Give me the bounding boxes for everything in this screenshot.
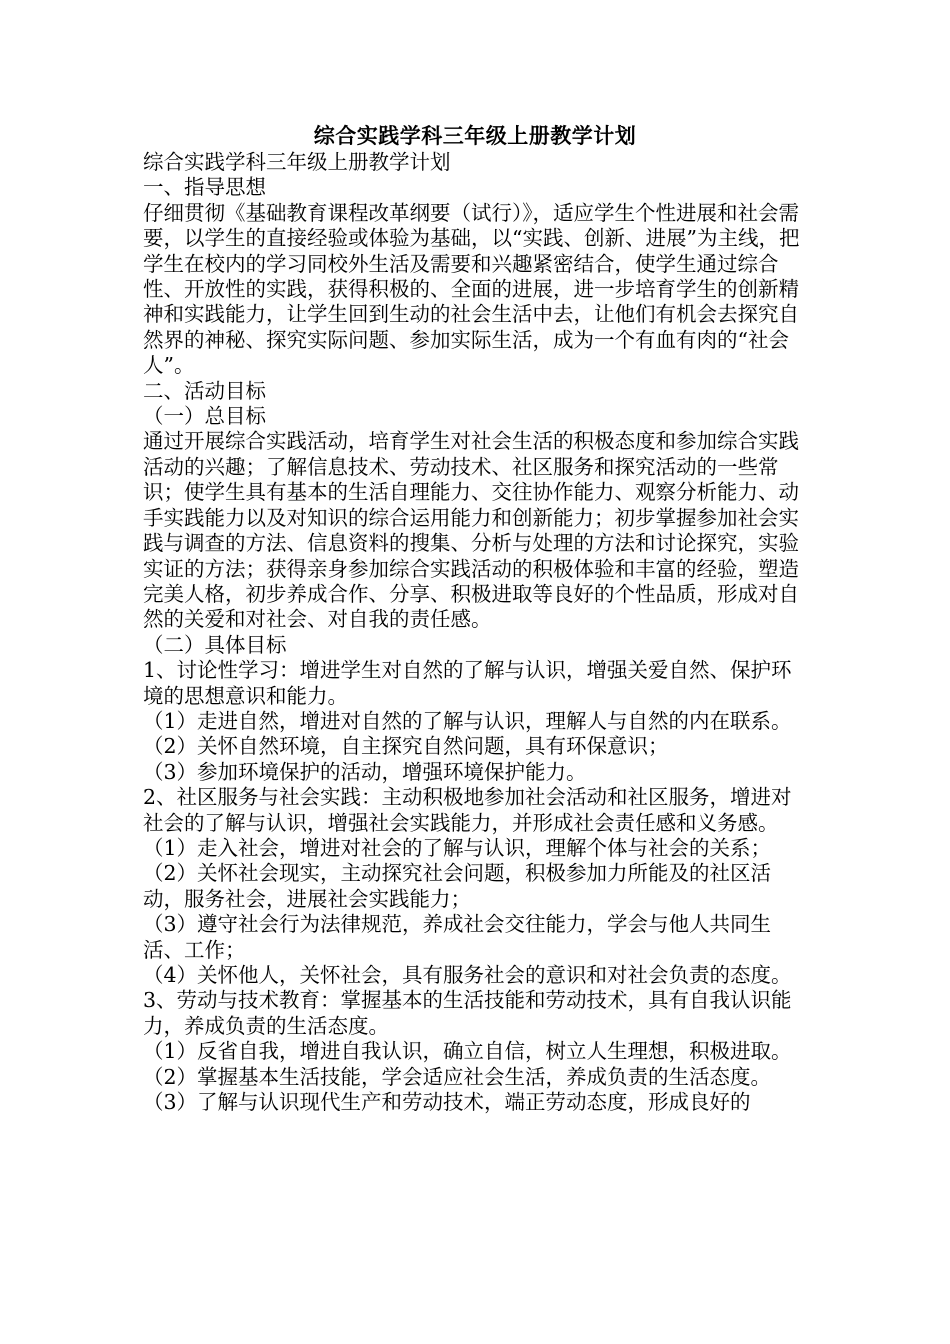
subheading-specific-goals: （二）具体目标 bbox=[143, 632, 287, 657]
paragraph-guiding-thought: 仔细贯彻《基础教育课程改革纲要（试行）》，适应学生个性进展和社会需要，以学生的直接经验或体验为基础，以“实践、创新、进展”为主线，把学生在校内的学习同校外生活及需要和兴趣紧密结合，使学生通过综合性、开放性的实践，获得积极的、全面的进展，进一步培育学生的创新精神和实践能力，让学生回到生动的社会生活中去，让他们有机会去探究自然界的神秘、探究实际问题、参加实际生活，成为一个有血有肉的“社会人”。 bbox=[143, 200, 800, 378]
paragraph-overall-goal: 通过开展综合实践活动，培育学生对社会生活的积极态度和参加综合实践活动的兴趣；了解信息技术、劳动技术、社区服务和探究活动的一些常识；使学生具有基本的生活自理能力、交往协作能力、观察分析能力、动手实践能力以及对知识的综合运用能力和创新能力；初步掌握参加社会实践与调查的方法、信息资料的搜集、分析与处理的方法和讨论探究，实验实证的方法；获得亲身参加综合实践活动的积极体验和丰富的经验，塑造完美人格，初步养成合作、分享、积极进取等良好的个性品质，形成对自然的关爱和对社会、对自我的责任感。 bbox=[143, 429, 799, 632]
item-community-service: 2、社区服务与社会实践：主动积极地参加社会活动和社区服务，增进对社会的了解与认识，增强社会实践能力，并形成社会责任感和义务感。 bbox=[143, 785, 792, 835]
item-research-learning: 1、讨论性学习：增进学生对自然的了解与认识，增强关爱自然、保护环境的思想意识和能力。 bbox=[143, 658, 792, 708]
list-item: （1）反省自我，增进自我认识，确立自信，树立人生理想，积极进取。 bbox=[143, 1039, 792, 1064]
list-item: （4）关怀他人，关怀社会，具有服务社会的意识和对社会负责的态度。 bbox=[143, 963, 792, 987]
document-title: 综合实践学科三年级上册教学计划 bbox=[313, 123, 637, 148]
list-item: （3）参加环境保护的活动，增强环境保护能力。 bbox=[143, 759, 587, 784]
section-heading-guiding-thought: 一、指导思想 bbox=[143, 175, 266, 200]
subheading-overall-goal: （一）总目标 bbox=[143, 404, 266, 429]
subtitle-line: 综合实践学科三年级上册教学计划 bbox=[143, 150, 451, 174]
list-item: （1）走进自然，增进对自然的了解与认识，理解人与自然的内在联系。 bbox=[143, 708, 792, 733]
list-item: （2）关怀社会现实，主动探究社会问题，积极参加力所能及的社区活动，服务社会，进展社会实践能力； bbox=[143, 861, 772, 911]
list-item: （2）关怀自然环境，自主探究自然问题，具有环保意识； bbox=[143, 734, 669, 759]
list-item: （2）掌握基本生活技能，学会适应社会生活，养成负责的生活态度。 bbox=[143, 1064, 772, 1089]
list-item: （1）走入社会，增进对社会的了解与认识，理解个体与社会的关系； bbox=[143, 835, 772, 860]
item-labor-technology: 3、劳动与技术教育：掌握基本的生活技能和劳动技术，具有自我认识能力，养成负责的生活态度。 bbox=[143, 988, 792, 1038]
document-body bbox=[143, 150, 811, 1115]
list-item: （3）遵守社会行为法律规范，养成社会交往能力，学会与他人共同生活、工作； bbox=[143, 912, 772, 962]
section-heading-activity-goals: 二、活动目标 bbox=[143, 378, 266, 403]
list-item: （3）了解与认识现代生产和劳动技术，端正劳动态度，形成良好的 bbox=[143, 1090, 751, 1115]
